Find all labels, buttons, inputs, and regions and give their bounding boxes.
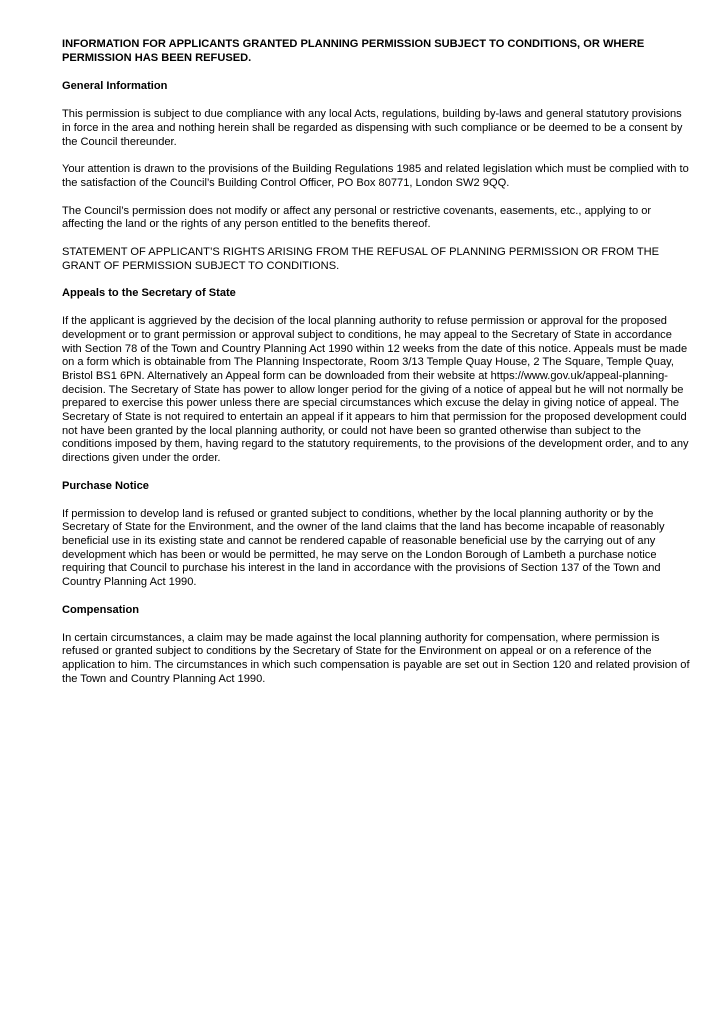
appeals-paragraph: If the applicant is aggrieved by the decision of the local planning authority to refuse permission or approval for the proposed development or to grant permission or approval subject to conditions, he may appeal to the Secretary of State in accordance with Section 78 of the Town and Country Planning Act 1990 within 12 weeks from the date of this notice. Appeals must be made on a form which is obtainable from The Planning Inspectorate, Room 3/13 Temple Quay House, 2 The Square, Temple Quay, Bristol BS1 6PN. Alternatively an Appeal form can be downloaded from their website at https://www.gov.uk/appeal-planning-decision. The Secretary of State has power to allow longer period for the giving of a notice of appeal but he will not normally be prepared to exercise this power unless there are special circumstances which excuse the delay in giving notice of appeal. The Secretary of State is not required to entertain an appeal if it appears to him that permission for the proposed development could not have been granted by the local planning authority, or could not have been so granted otherwise than subject to the conditions imposed by them, having regard to the statutory requirements, to the provisions of the development order, and to any directions given under the order.	[62, 315, 689, 465]
compensation-heading: Compensation	[62, 603, 140, 616]
compensation-paragraph: In certain circumstances, a claim may be made against the local planning authority for compensation, where permission is refused or granted subject to conditions by the Secretary of State for the Environment on appeal or on a reference of the application to him. The circumstances in which such compensation is payable are set out in Section 120 and related provision of the Town and Country Planning Act 1990.	[62, 631, 690, 685]
compensation-section	[62, 604, 690, 687]
purchase-notice-section	[62, 480, 690, 590]
document-page	[62, 38, 690, 700]
general-information-section	[62, 80, 690, 232]
general-paragraph-1: This permission is subject to due compliance with any local Acts, regulations, building by-laws and general statutory provisions in force in the area and nothing herein shall be regarded as dispensing with such compliance or be deemed to be a consent by the Council thereunder.	[62, 108, 683, 148]
document-title: INFORMATION FOR APPLICANTS GRANTED PLANNING PERMISSION SUBJECT TO CONDITIONS, OR WHERE PERMISSION HAS BEEN REFUSED.	[62, 38, 645, 64]
general-information-heading: General Information	[62, 80, 168, 93]
applicant-rights-statement: STATEMENT OF APPLICANT’S RIGHTS ARISING FROM THE REFUSAL OF PLANNING PERMISSION OR FROM THE GRANT OF PERMISSION SUBJECT TO CONDITIONS.	[62, 246, 660, 272]
appeals-heading: Appeals to the Secretary of State	[62, 287, 236, 300]
general-paragraph-2: Your attention is drawn to the provisions of the Building Regulations 1985 and related legislation which must be complied with to the satisfaction of the Council’s Building Control Officer, PO Box 80771, London SW2 9QQ.	[62, 163, 689, 189]
purchase-notice-heading: Purchase Notice	[62, 479, 149, 492]
general-paragraph-3: The Council’s permission does not modify or affect any personal or restrictive covenants, easements, etc., applying to or affecting the land or the rights of any person entitled to the benefits thereof.	[62, 204, 652, 231]
purchase-notice-paragraph: If permission to develop land is refused or granted subject to conditions, whether by the local planning authority or by the Secretary of State for the Environment, and the owner of the land claims that the land has become incapable of reasonably beneficial use in its existing state and cannot be rendered capable of reasonable beneficial use by the carrying out of any development which has been or would be permitted, he may serve on the London Borough of Lambeth a purchase notice requiring that Council to purchase his interest in the land in accordance with the provisions of Section 137 of the Town and Country Planning Act 1990.	[62, 507, 665, 589]
appeals-section	[62, 287, 690, 465]
